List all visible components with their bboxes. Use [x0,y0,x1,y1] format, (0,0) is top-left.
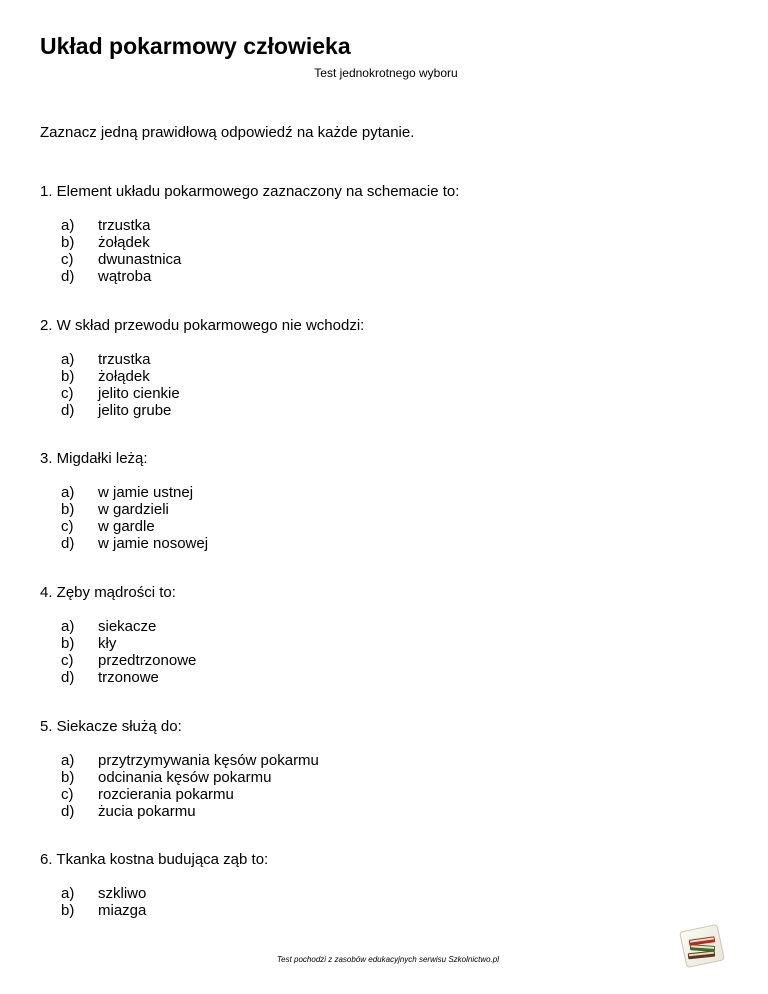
answer-option[interactable] [40,402,740,419]
answer-text: odcinania kęsów pokarmu [98,769,272,786]
answer-option[interactable] [40,769,740,786]
answer-text: w jamie nosowej [98,535,209,552]
answer-text: trzustka [98,351,151,368]
question-2 [40,317,740,419]
books-stack-icon [676,922,728,970]
question-text: 4. Zęby mądrości to: [40,584,176,601]
answer-letter: b) [61,769,75,786]
question-4 [40,584,740,686]
question-6 [40,851,740,919]
answer-text: wątroba [98,268,152,285]
answer-letter: a) [61,618,75,635]
answer-text: żucia pokarmu [98,803,196,820]
answer-letter: c) [61,251,74,268]
answer-letter: a) [61,484,75,501]
question-text: 1. Element układu pokarmowego zaznaczony na schemacie to: [40,183,460,200]
answer-option[interactable] [40,351,740,368]
answer-text: siekacze [98,618,157,635]
answer-list [40,217,740,285]
question-5 [40,718,740,820]
question-3 [40,450,740,552]
answer-option[interactable] [40,885,740,902]
question-text: 3. Migdałki leżą: [40,450,148,467]
answer-text: kły [98,635,117,652]
answer-list [40,885,740,919]
answer-letter: a) [61,885,75,902]
answer-option[interactable] [40,752,740,769]
answer-option[interactable] [40,368,740,385]
answer-letter: b) [61,902,75,919]
answer-text: przedtrzonowe [98,652,197,669]
answer-letter: d) [61,402,75,419]
answer-option[interactable] [40,786,740,803]
answer-letter: c) [61,786,74,803]
answer-letter: a) [61,752,75,769]
answer-option[interactable] [40,803,740,820]
answer-letter: b) [61,368,75,385]
answer-text: szkliwo [98,885,147,902]
question-text: 6. Tkanka kostna budująca ząb to: [40,851,269,868]
answer-option[interactable] [40,234,740,251]
answer-option[interactable] [40,669,740,686]
answer-text: w gardzieli [98,501,169,518]
answer-option[interactable] [40,268,740,285]
answer-list [40,752,740,820]
answer-list [40,351,740,419]
question-1 [40,183,740,285]
footer-source-note: Test pochodzi z zasobów edukacyjnych serwisu Szkolnictwo.pl [276,955,500,964]
answer-letter: b) [61,234,75,251]
answer-option[interactable] [40,652,740,669]
answer-text: żołądek [98,234,150,251]
answer-option[interactable] [40,535,740,552]
page-title: Układ pokarmowy człowieka [40,33,351,59]
answer-letter: d) [61,268,75,285]
answer-text: żołądek [98,368,150,385]
answer-option[interactable] [40,217,740,234]
answer-letter: c) [61,385,74,402]
answer-text: trzustka [98,217,151,234]
answer-letter: c) [61,518,74,535]
answer-text: jelito cienkie [98,385,180,402]
answer-text: jelito grube [98,402,172,419]
answer-text: trzonowe [98,669,159,686]
answer-option[interactable] [40,902,740,919]
answer-option[interactable] [40,385,740,402]
answer-option[interactable] [40,635,740,652]
answer-letter: d) [61,669,75,686]
answer-letter: d) [61,803,75,820]
answer-option[interactable] [40,251,740,268]
answer-option[interactable] [40,518,740,535]
answer-text: dwunastnica [98,251,182,268]
answer-text: w jamie ustnej [98,484,194,501]
answer-text: miazga [98,902,147,919]
answer-letter: b) [61,501,75,518]
answer-letter: a) [61,217,75,234]
answer-text: w gardle [98,518,155,535]
instruction-text: Zaznacz jedną prawidłową odpowiedź na każde pytanie. [40,124,415,141]
question-text: 2. W skład przewodu pokarmowego nie wchodzi: [40,317,365,334]
answer-list [40,484,740,552]
answer-list [40,618,740,686]
answer-letter: d) [61,535,75,552]
answer-option[interactable] [40,484,740,501]
question-text: 5. Siekacze służą do: [40,718,182,735]
page-subtitle: Test jednokrotnego wyboru [314,66,458,80]
answer-text: przytrzymywania kęsów pokarmu [98,752,319,769]
answer-letter: a) [61,351,75,368]
answer-option[interactable] [40,501,740,518]
answer-option[interactable] [40,618,740,635]
answer-letter: c) [61,652,74,669]
answer-text: rozcierania pokarmu [98,786,234,803]
answer-letter: b) [61,635,75,652]
